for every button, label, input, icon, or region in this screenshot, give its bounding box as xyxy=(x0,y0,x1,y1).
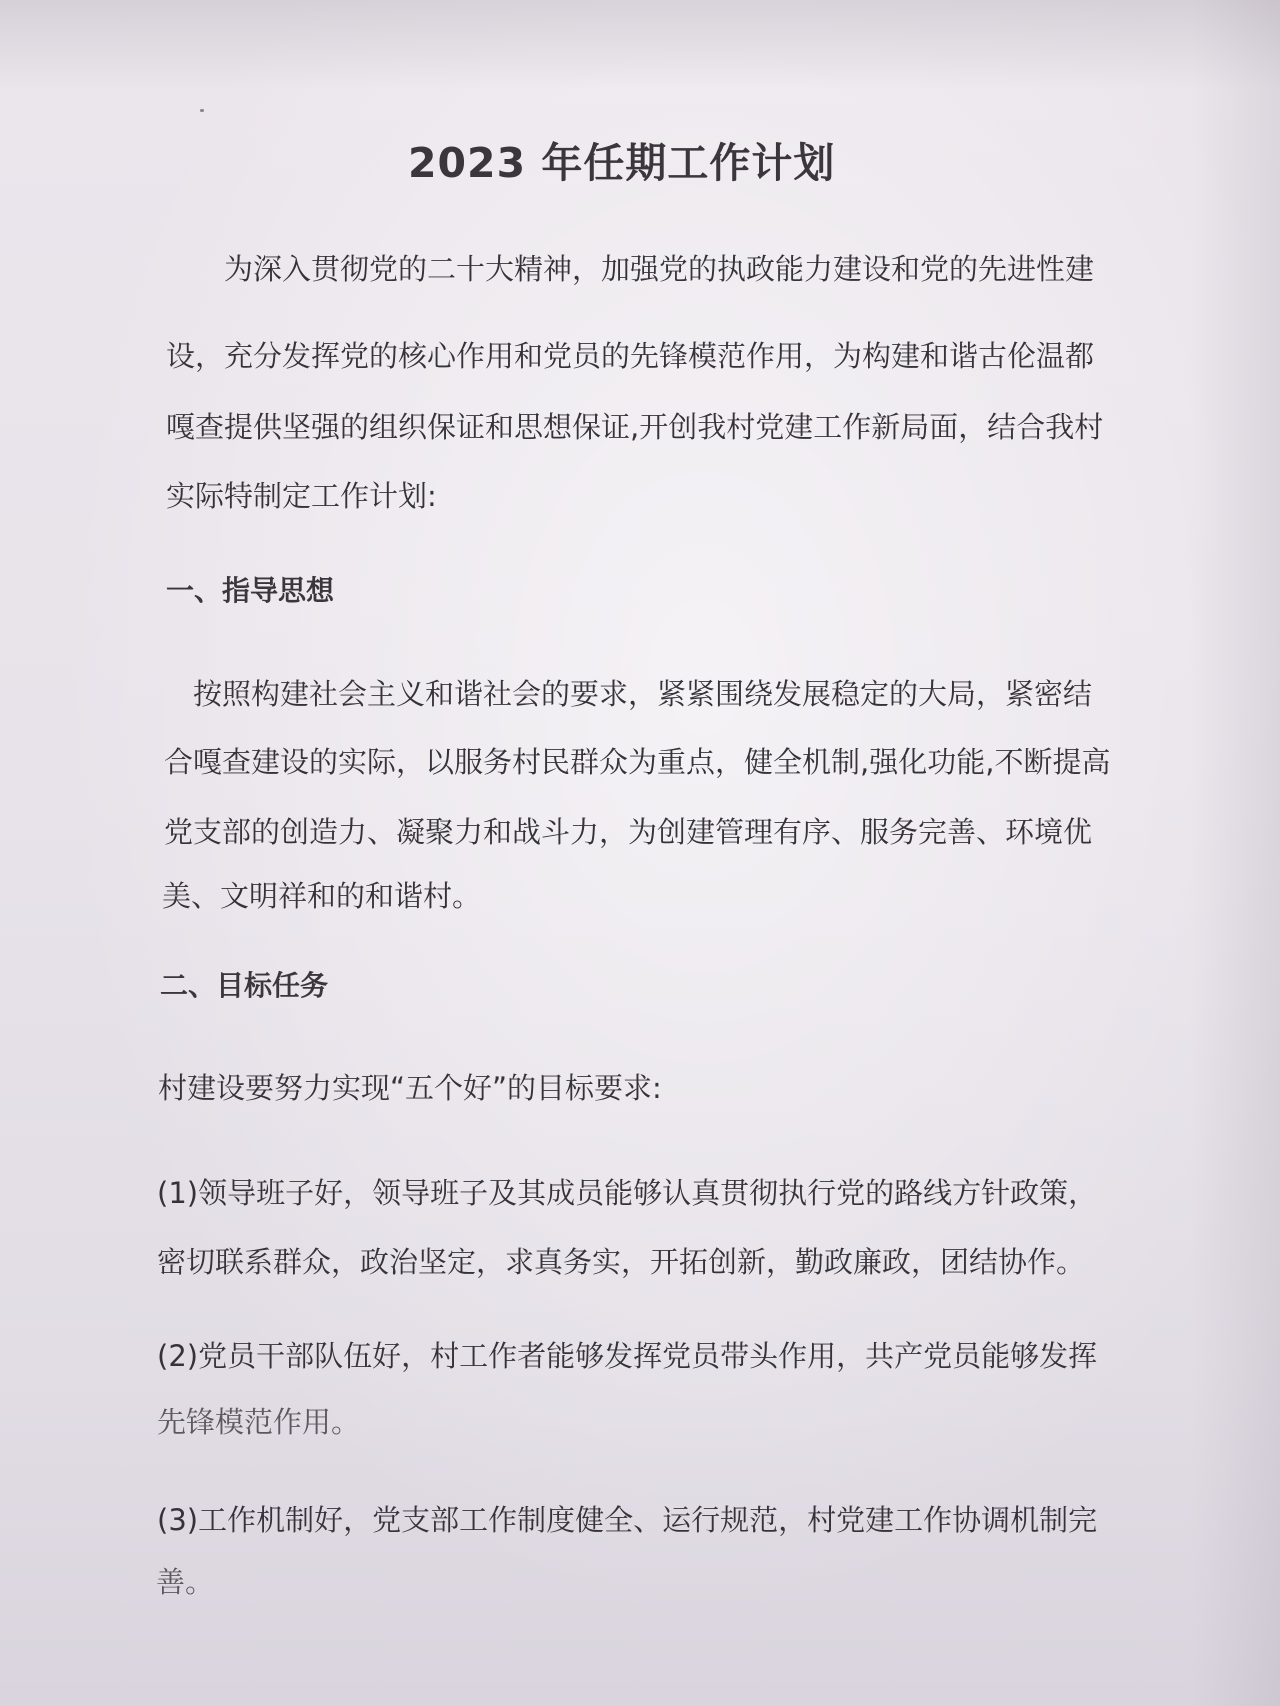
intro-line-1: 为深入贯彻党的二十大精神，加强党的执政能力建设和党的先进性建 xyxy=(224,252,1095,286)
section2-intro: 村建设要努力实现“五个好”的目标要求: xyxy=(158,1071,662,1105)
intro-line-2: 设，充分发挥党的核心作用和党员的先锋模范作用，为构建和谐古伦温都 xyxy=(166,339,1095,373)
item-1-line-1: (1)领导班子好，领导班子及其成员能够认真贯彻执行党的路线方针政策， xyxy=(157,1176,1098,1210)
section-heading-goals: 二、目标任务 xyxy=(160,969,329,1002)
section1-line-4: 美、文明祥和的和谐村。 xyxy=(162,879,482,913)
item-1-line-2: 密切联系群众，政治坚定，求真务实，开拓创新，勤政廉政，团结协作。 xyxy=(157,1245,1086,1279)
item-3-line-2: 善。 xyxy=(156,1565,215,1599)
paper-speck xyxy=(200,109,204,112)
intro-line-3: 嘎查提供坚强的组织保证和思想保证,开创我村党建工作新局面，结合我村 xyxy=(166,410,1104,444)
shadow-right xyxy=(1190,0,1280,1706)
section1-line-2: 合嘎查建设的实际，以服务村民群众为重点，健全机制,强化功能,不断提高 xyxy=(164,745,1111,779)
item-2-line-1: (2)党员干部队伍好，村工作者能够发挥党员带头作用，共产党员能够发挥 xyxy=(157,1339,1098,1373)
shadow-top xyxy=(0,0,1280,90)
item-2-line-2: 先锋模范作用。 xyxy=(157,1405,361,1439)
item-3-line-1: (3)工作机制好，党支部工作制度健全、运行规范，村党建工作协调机制完 xyxy=(157,1503,1098,1537)
document-title: 2023 年任期工作计划 xyxy=(408,139,836,187)
section1-line-1: 按照构建社会主义和谐社会的要求，紧紧围绕发展稳定的大局，紧密结 xyxy=(193,677,1093,711)
intro-line-4: 实际特制定工作计划: xyxy=(166,479,437,513)
section1-line-3: 党支部的创造力、凝聚力和战斗力，为创建管理有序、服务完善、环境优 xyxy=(164,815,1093,849)
section-heading-guiding-ideology: 一、指导思想 xyxy=(166,574,335,607)
